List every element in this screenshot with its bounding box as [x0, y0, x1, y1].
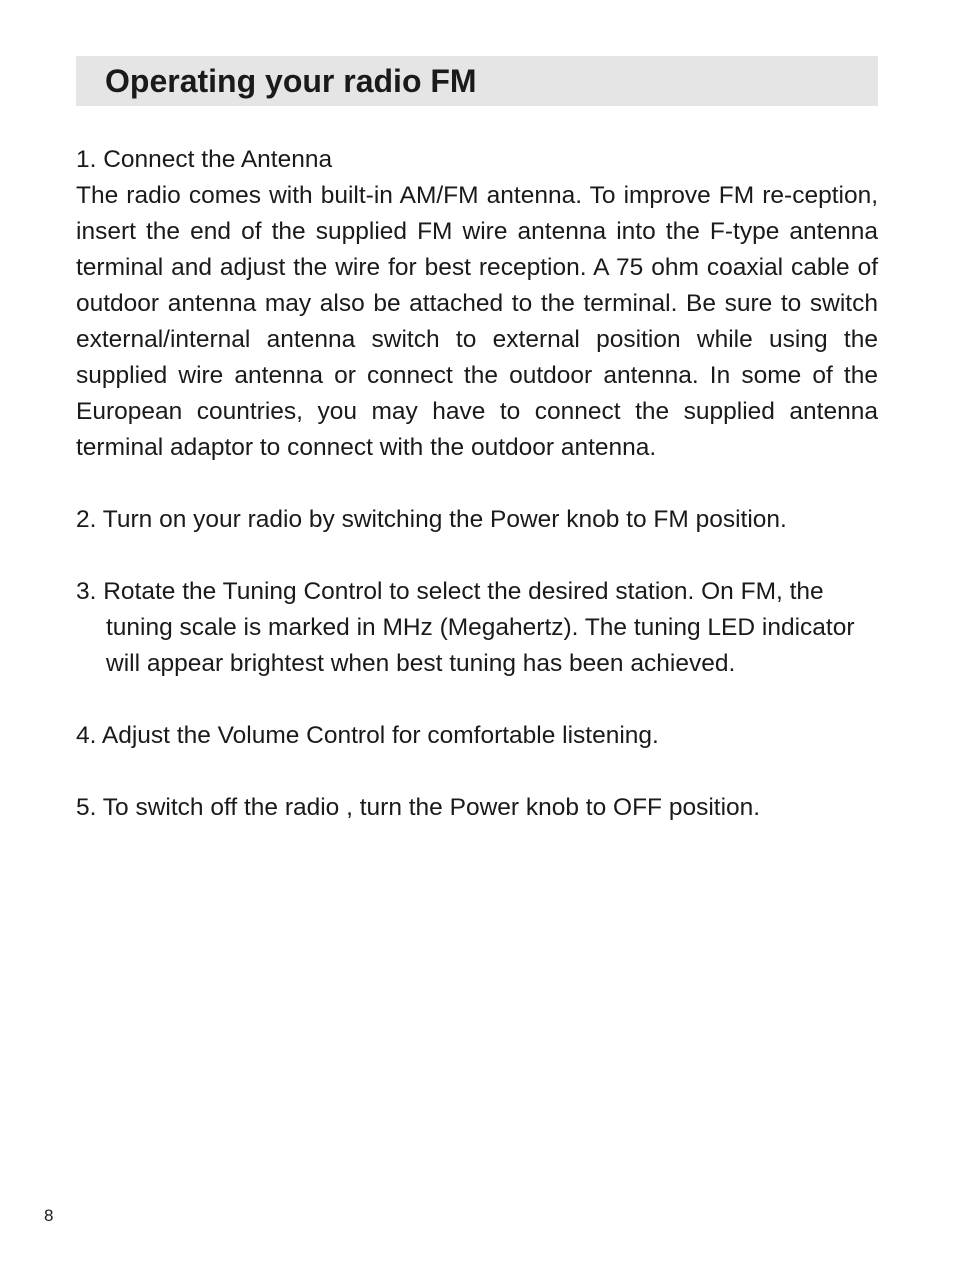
- instructions-content: [76, 142, 878, 826]
- step-4-text: 4. Adjust the Volume Control for comfortable listening.: [76, 722, 659, 749]
- step-5-text: 5. To switch off the radio , turn the Power knob to OFF position.: [76, 794, 761, 821]
- step-2-text: 2. Turn on your radio by switching the Power knob to FM position.: [76, 506, 787, 533]
- step-3-text: 3. Rotate the Tuning Control to select the desired station. On FM, the tuning scale is marked in MHz (Megahertz). The tuning LED indicator will appear brightest when best tuning has been achieved.: [76, 578, 855, 677]
- step-1-body: The radio comes with built-in AM/FM antenna. To improve FM re-ception, insert the end of the supplied FM wire antenna into the F-type antenna terminal and adjust the wire for best reception. A 75 ohm coaxial cable of outdoor antenna may also be attached to the terminal. Be sure to switch external/internal antenna switch to external position while using the supplied wire antenna or connect the outdoor antenna. In some of the European countries, you may have to connect the supplied antenna terminal adaptor to connect with the outdoor antenna.: [76, 182, 878, 461]
- step-tuning: [76, 574, 878, 682]
- page-number: 8: [44, 1206, 54, 1225]
- page-title: Operating your radio FM: [105, 63, 477, 99]
- step-switch-off: [76, 790, 878, 826]
- step-connect-antenna: [76, 142, 878, 466]
- step-volume: [76, 718, 878, 754]
- step-1-heading: 1. Connect the Antenna: [76, 146, 333, 173]
- section-title-bar: [76, 56, 878, 106]
- step-turn-on: [76, 502, 878, 538]
